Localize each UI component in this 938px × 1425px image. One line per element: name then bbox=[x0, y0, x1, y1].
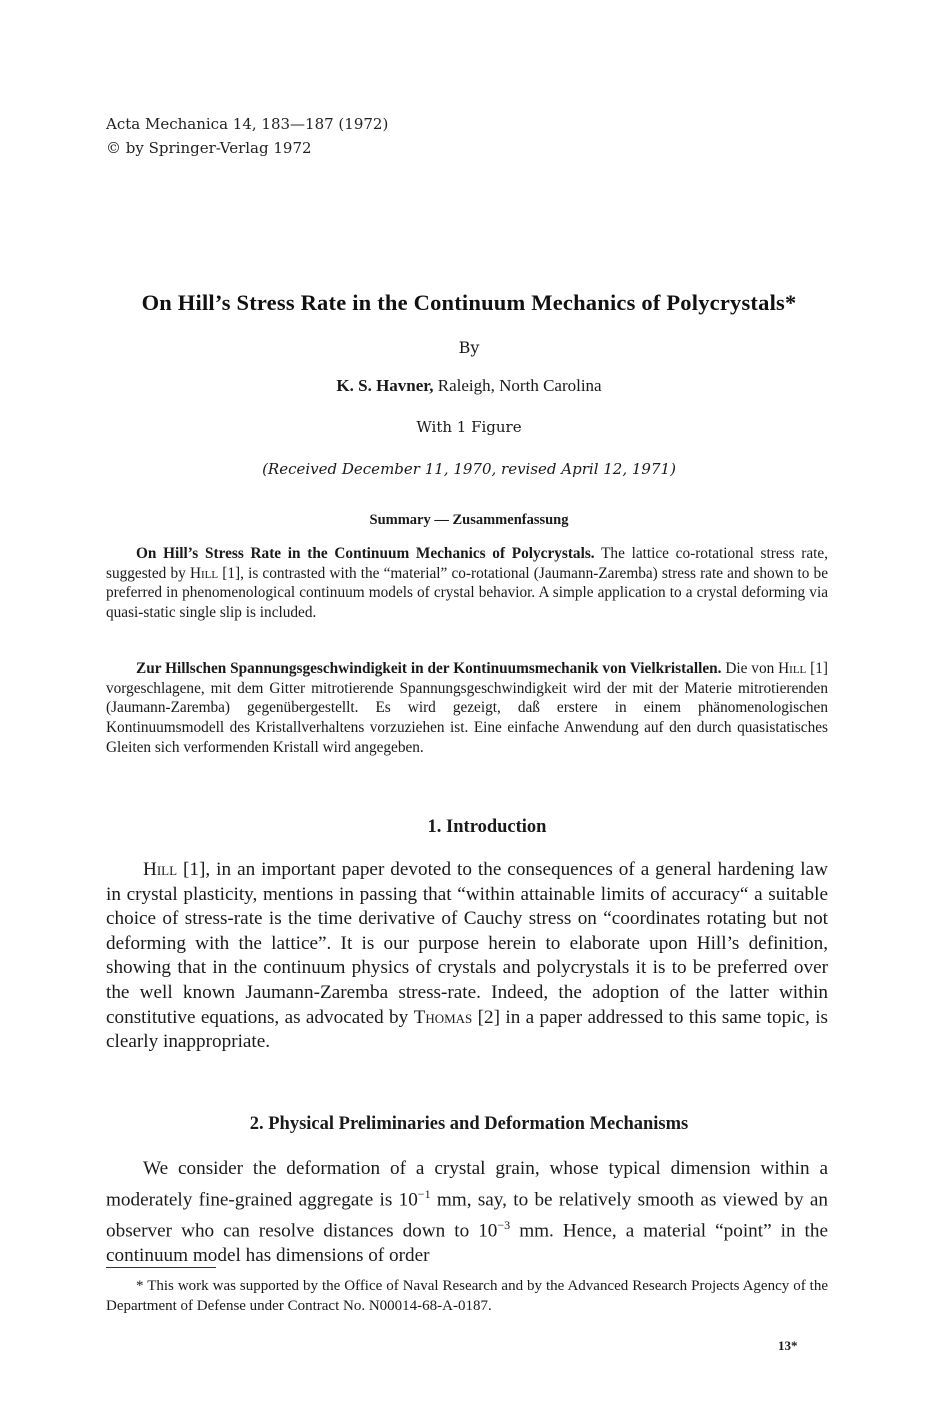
phys-exponent-2: −3 bbox=[497, 1217, 511, 1232]
section-heading-introduction: 1. Introduction bbox=[427, 817, 547, 837]
journal-citation: Acta Mechanica 14, 183—187 (1972) bbox=[106, 115, 389, 133]
abstract-german-text-2: [1] vorgeschlagene, mit dem Gitter mitrotierende Spannungsgeschwindigkeit wird der mit der Materie mitrotierenden (Jaumann-Zaremba) gegenübergestellt. Es wird gezeigt, daß erstere in einem phänomenologischen Kontinuumsmodell des Kristallverhaltens vorzuziehen ist. Eine einfache Anwendung auf den durch quasistatisches Gleiten sich verformenden Kristall wird angegeben. bbox=[106, 660, 828, 756]
abstract-german-author: Hill bbox=[778, 660, 807, 677]
received-date: (Received December 11, 1970, revised April 12, 1971) bbox=[262, 460, 676, 478]
intro-author-hill: Hill bbox=[143, 859, 178, 880]
phys-text-2: mm, say, to be relatively smooth as viewed by an observer who can resolve distances down to 10 bbox=[106, 1188, 828, 1241]
physical-preliminaries-paragraph bbox=[106, 1157, 828, 1268]
journal-header bbox=[106, 112, 388, 160]
abstract-english-text-2: [1], is contrasted with the “material” co-rotational (Jaumann-Zaremba) stress rate and shown to be preferred in phenomenological continuum models of crystal behavior. A simple application to a crystal deforming via quasi-static single slip is included. bbox=[106, 564, 828, 622]
abstract-german-lead: Zur Hillschen Spannungsgeschwindigkeit in der Kontinuumsmechanik von Vielkristallen. bbox=[136, 660, 722, 677]
intro-author-thomas: Thomas bbox=[413, 1006, 473, 1028]
abstract-german bbox=[106, 659, 828, 758]
intro-text-2: [2] in a paper addressed to this same topic, is clearly inappropriate. bbox=[106, 1006, 828, 1053]
author-line bbox=[0, 376, 938, 396]
footnote: * This work was supported by the Office of Naval Research and by the Advanced Research Projects Agency of the Department of Defense under Contract No. N00014-68-A-0187. bbox=[106, 1278, 828, 1314]
intro-text-1: [1], in an important paper devoted to the consequences of a general hardening law in crystal plasticity, mentions in passing that “within attainable limits of accuracy“ a suitable choice of stress-rate is the time derivative of Cauchy stress on “coordinates rotating but not deforming with the lattice”. It is our purpose herein to elaborate upon Hill’s definition, showing that in the continuum physics of crystals and polycrystals it is to be preferred over the well known Jaumann-Zaremba stress-rate. Indeed, the adoption of the latter within constitutive equations, as advocated by bbox=[106, 859, 829, 1028]
abstract-english-lead: On Hill’s Stress Rate in the Continuum Mechanics of Polycrystals. bbox=[136, 545, 595, 562]
abstract-english-author: Hill bbox=[189, 564, 219, 582]
section-heading-physical-preliminaries: 2. Physical Preliminaries and Deformation Mechanisms bbox=[249, 1114, 689, 1134]
journal-copyright: © by Springer-Verlag 1972 bbox=[106, 139, 312, 157]
figure-note: With 1 Figure bbox=[416, 418, 522, 436]
article-title: On Hill’s Stress Rate in the Continuum Mechanics of Polycrystals* bbox=[141, 290, 797, 315]
abstract-german-text-1: Die von bbox=[725, 660, 775, 677]
author-name: K. S. Havner, bbox=[336, 376, 434, 395]
page-number: 13* bbox=[778, 1338, 798, 1353]
summary-heading: Summary — Zusammenfassung bbox=[369, 512, 569, 528]
introduction-paragraph bbox=[106, 858, 828, 1055]
byline-by: By bbox=[458, 338, 480, 357]
footnote-divider bbox=[106, 1267, 216, 1268]
phys-text-1: We consider the deformation of a crystal grain, whose typical dimension within a moderately fine-grained aggregate is 10 bbox=[106, 1158, 828, 1210]
phys-text-3: mm. Hence, a material “point” in the continuum model has dimensions of order bbox=[106, 1219, 828, 1266]
abstract-english-text-1: The lattice co-rotational stress rate, suggested by bbox=[106, 545, 828, 582]
abstract-english bbox=[106, 544, 828, 623]
author-location: Raleigh, North Carolina bbox=[437, 376, 602, 395]
phys-exponent-1: −1 bbox=[417, 1186, 431, 1201]
